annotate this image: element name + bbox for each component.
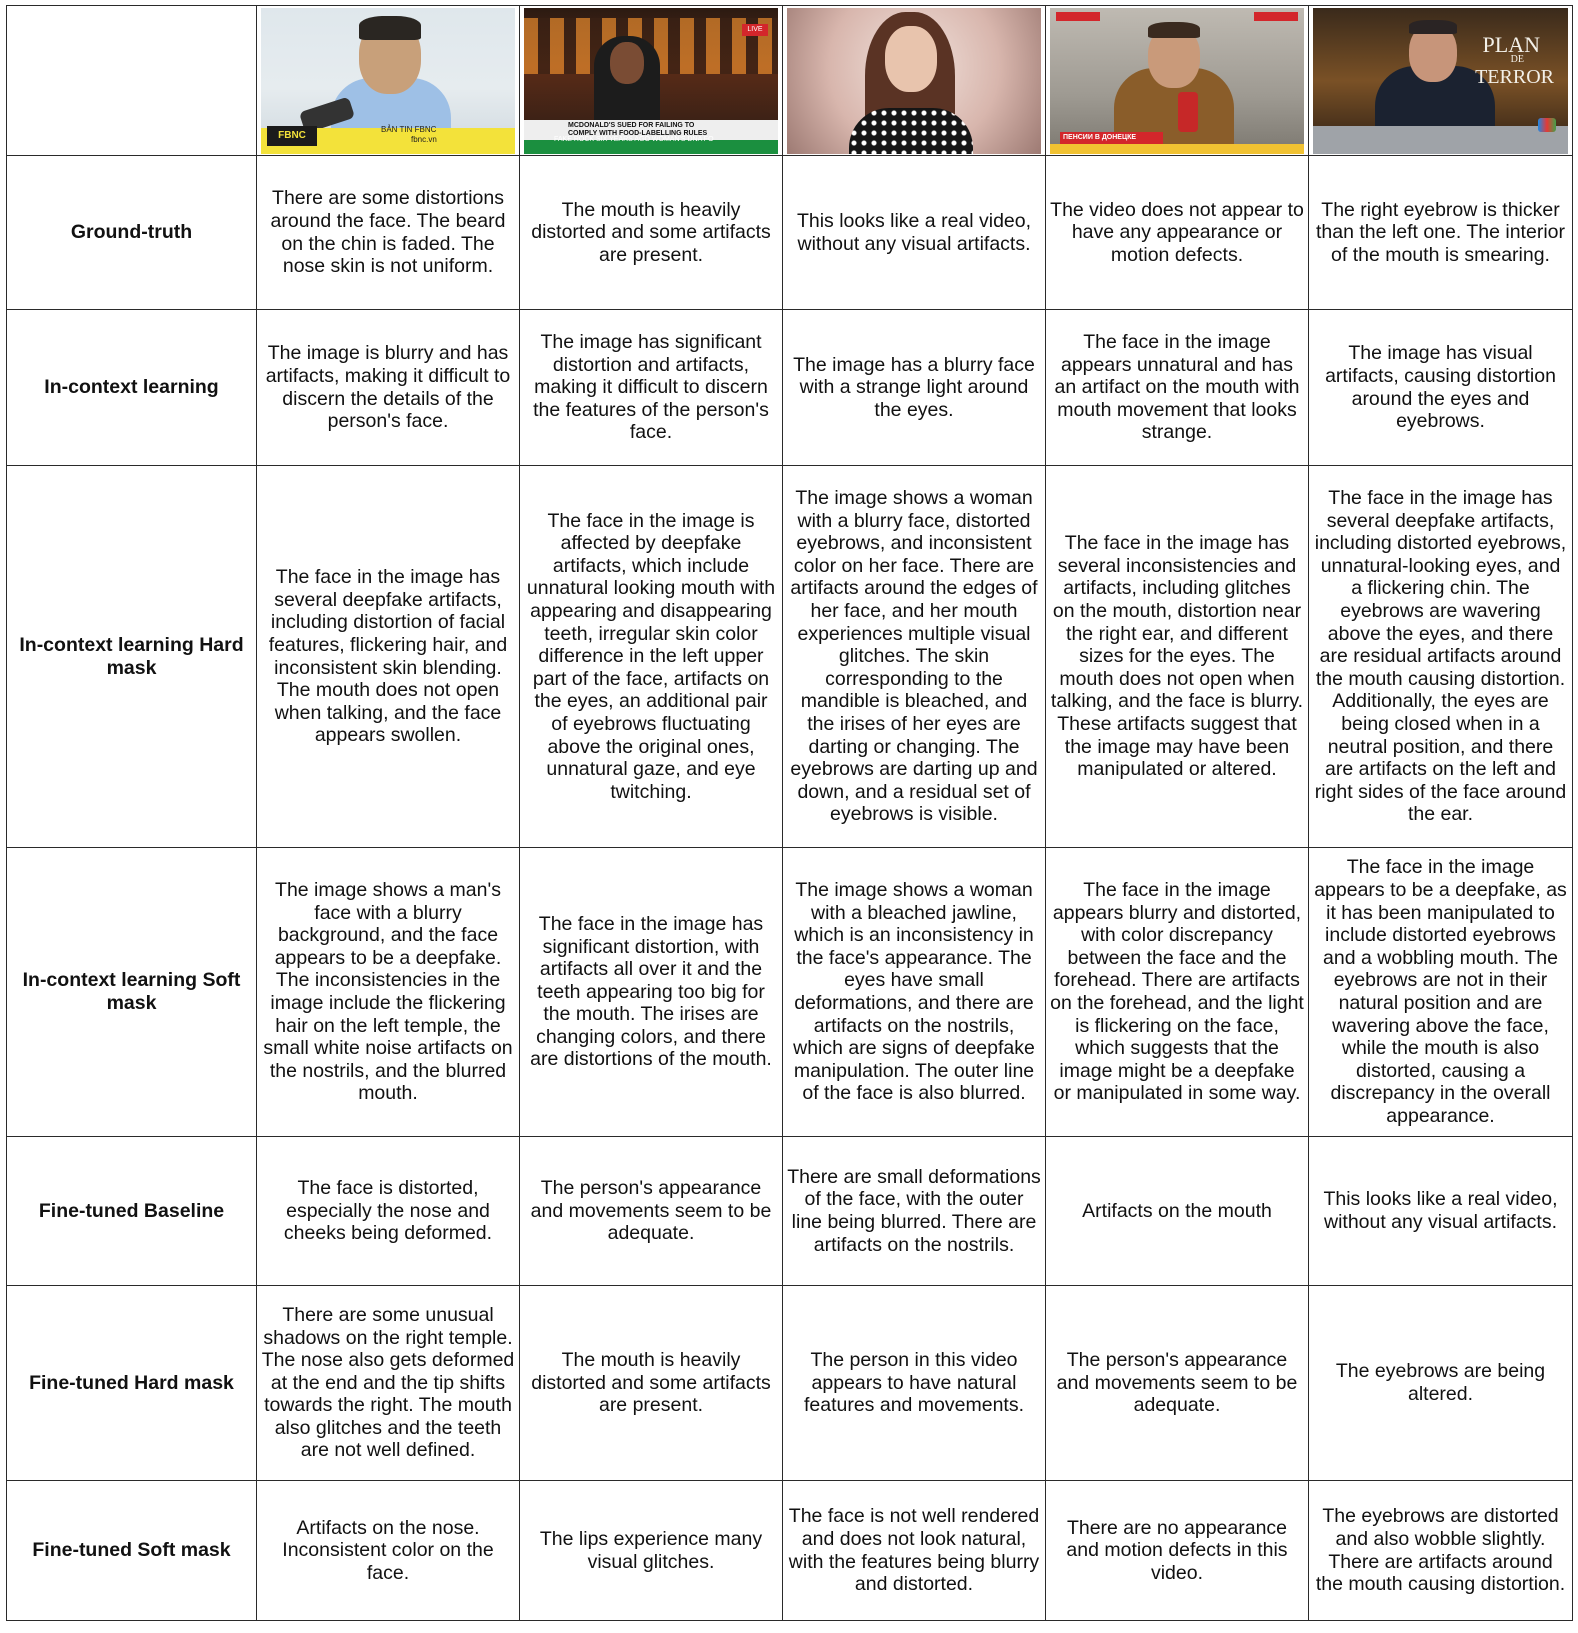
cell-text: The face is not well rendered and does not look natural, with the features being blurry and distorted. [783,1481,1046,1621]
cell-text: There are small deformations of the face, with the outer line being blurred. There are artifacts on the nostrils. [783,1137,1046,1286]
cell-text: The face in the image has significant distortion, with artifacts all over it and the teeth appearing too big for the mouth. The irises are changing colors, and there are distortions of the mouth. [520,848,783,1137]
cell-text: The eyebrows are distorted and also wobble slightly. There are artifacts around the mouth causing distortion. [1309,1481,1573,1621]
univision-anchor-frame [1313,8,1568,154]
row-label: In-context learning Soft mask [7,848,257,1137]
header-image-cell-3 [783,6,1046,156]
caption-text: BẢN TIN FBNC [381,124,437,134]
row-label: Fine-tuned Hard mask [7,1286,257,1481]
cell-text: The face in the image has several deepfake artifacts, including distortion of facial features, flickering hair, and inconsistent skin blending. The mouth does not open when talking, and the face appears swollen. [257,466,520,848]
comparison-table [6,5,1573,1621]
row-in-context-hard-mask [7,466,1573,848]
cell-text: The right eyebrow is thicker than the left one. The interior of the mouth is smearing. [1309,156,1573,310]
row-label: Ground-truth [7,156,257,310]
cell-text: The person's appearance and movements seem to be adequate. [1046,1286,1309,1481]
cell-text: There are some distortions around the face. The beard on the chin is faded. The nose skin is not uniform. [257,156,520,310]
cell-text: The face in the image has several inconsistencies and artifacts, including glitches on the mouth, distortion near the right ear, and different sizes for the eyes. The mouth does not open when talking, and the face is blurry. These artifacts suggest that the image may have been manipulated or altered. [1046,466,1309,848]
fbnc-logo: FBNC [267,126,317,146]
cell-text: The mouth is heavily distorted and some artifacts are present. [520,1286,783,1481]
row-ground-truth [7,156,1573,310]
cell-text: The face is distorted, especially the nose and cheeks being deformed. [257,1137,520,1286]
caption-text: TERROR [1475,65,1554,88]
cell-text: The face in the image appears unnatural and has an artifact on the mouth with mouth movement that looks strange. [1046,310,1309,466]
news-anchor-fbnc-frame [261,8,515,154]
header-image-cell-5 [1309,6,1573,156]
life-news-reporter-frame [1050,8,1304,154]
caption-text: DE [1510,53,1524,65]
row-fine-tuned-baseline [7,1137,1573,1286]
corner-cell [7,6,257,156]
cell-text: This looks like a real video, without any visual artifacts. [783,156,1046,310]
cell-text: The image shows a woman with a blurry face, distorted eyebrows, and inconsistent color on her face. There are artifacts around the edges of her face, and her mouth experiences multiple visual glitches. The skin corresponding to the mandible is bleached, and the irises of her eyes are darting or changing. The eyebrows are darting up and down, and a residual set of eyebrows is visible. [783,466,1046,848]
cell-text: The image shows a woman with a bleached jawline, which is an inconsistency in the face's appearance. The eyes have small deformations, and there are artifacts on the nostrils, which are signs of deepfake manipulation. The outer line of the face is also blurred. [783,848,1046,1137]
row-label: In-context learning [7,310,257,466]
header-image-cell-4 [1046,6,1309,156]
cell-text: The mouth is heavily distorted and some artifacts are present. [520,156,783,310]
cell-text: Artifacts on the mouth [1046,1137,1309,1286]
row-label: In-context learning Hard mask [7,466,257,848]
caption-text: PLAN [1482,31,1540,57]
cell-text: The person in this video appears to have natural features and movements. [783,1286,1046,1481]
cell-text: The image shows a man's face with a blurry background, and the face appears to be a deepfake. The inconsistencies in the image include the flickering hair on the left temple, the small white noise artifacts on the nostrils, and the blurred mouth. [257,848,520,1137]
caption-text: MCDONALD'S SUED FOR FAILING TO COMPLY WITH FOOD-LABELLING RULES [568,121,708,137]
cell-text: The image has visual artifacts, causing distortion around the eyes and eyebrows. [1309,310,1573,466]
cell-text: The image is blurry and has artifacts, making it difficult to discern the details of the person's face. [257,310,520,466]
cell-text: The face in the image appears blurry and distorted, with color discrepancy between the face and the forehead. There are artifacts on the forehead, and the light is flickering on the face, which suggests that the image might be a deepfake or manipulated in some way. [1046,848,1309,1137]
row-label: Fine-tuned Soft mask [7,1481,257,1621]
cell-text: There are no appearance and motion defects in this video. [1046,1481,1309,1621]
rt-news-reporter-frame [524,8,778,154]
row-fine-tuned-hard-mask [7,1286,1573,1481]
row-fine-tuned-soft-mask [7,1481,1573,1621]
cell-text: The face in the image has several deepfake artifacts, including distorted eyebrows, unnatural-looking eyes, and a flickering chin. The eyebrows are wavering above the eyes, and there are residual artifacts around the mouth causing distortion. Additionally, the eyes are being closed when in a neutral position, and there are artifacts on the left and right sides of the face around the ear. [1309,466,1573,848]
cell-text: The face in the image appears to be a deepfake, as it has been manipulated to include distorted eyebrows and a wobbling mouth. The eyebrows are not in their natural position and are wavering above the face, while the mouth is also distorted, causing a discrepancy in the overall appearance. [1309,848,1573,1137]
row-in-context-soft-mask [7,848,1573,1137]
cell-text: The video does not appear to have any appearance or motion defects. [1046,156,1309,310]
woman-vlogger-frame [787,8,1041,154]
header-image-cell-2 [520,6,783,156]
cell-text: Artifacts on the nose. Inconsistent color on the face. [257,1481,520,1621]
image-header-row [7,6,1573,156]
cell-text: The eyebrows are being altered. [1309,1286,1573,1481]
cell-text: The person's appearance and movements seem to be adequate. [520,1137,783,1286]
caption-text: FAKE ROCK SIX YEARS AGO WOMAN'S DNA FO [554,135,714,143]
row-label: Fine-tuned Baseline [7,1137,257,1286]
cell-text: The image has a blurry face with a strange light around the eyes. [783,310,1046,466]
univision-logo [1538,118,1556,132]
cell-text: The face in the image is affected by deepfake artifacts, which include unnatural looking mouth with appearing and disappearing teeth, irregular skin color difference in the left upper part of the face, artifacts on the eyes, an additional pair of eyebrows fluctuating above the original ones, unnatural gaze, and eye twitching. [520,466,783,848]
header-image-cell-1 [257,6,520,156]
live-badge: LIVE [742,24,768,36]
row-in-context-learning [7,310,1573,466]
cell-text: The lips experience many visual glitches. [520,1481,783,1621]
caption-text: ПЕНСИИ В ДОНЕЦКЕ [1060,132,1163,144]
cell-text: There are some unusual shadows on the right temple. The nose also gets deformed at the end and the tip shifts towards the right. The mouth also glitches and the teeth are not well defined. [257,1286,520,1481]
caption-text: fbnc.vn [411,134,437,144]
cell-text: This looks like a real video, without any visual artifacts. [1309,1137,1573,1286]
cell-text: The image has significant distortion and artifacts, making it difficult to discern the features of the person's face. [520,310,783,466]
